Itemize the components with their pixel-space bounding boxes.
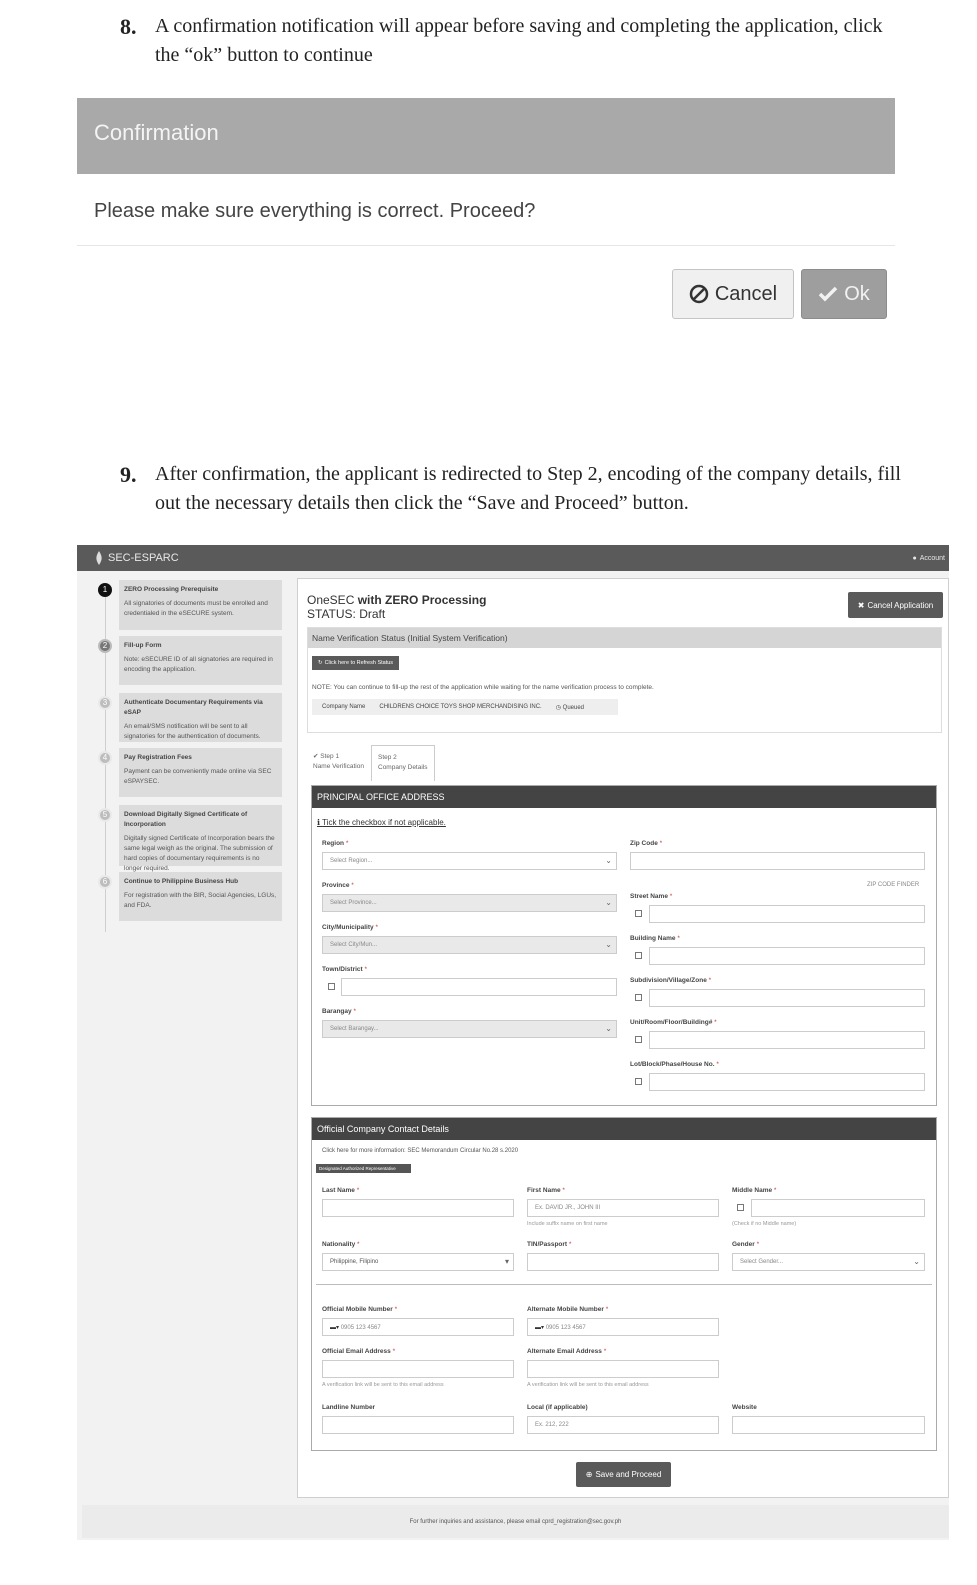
nationality-select[interactable] [322, 1253, 514, 1271]
ban-icon [689, 284, 709, 304]
middle-name-checkbox[interactable] [737, 1204, 744, 1211]
section-header: PRINCIPAL OFFICE ADDRESS [312, 786, 936, 808]
mobile-number-input[interactable] [322, 1318, 514, 1336]
region-placeholder: Select Region... [330, 858, 373, 864]
name-verification-panel [307, 627, 942, 733]
status-text: STATUS: Draft [307, 607, 386, 621]
flame-logo-icon [95, 551, 103, 565]
building-checkbox[interactable] [635, 952, 642, 959]
subdivision-input[interactable] [649, 989, 925, 1007]
section-header: Official Company Contact Details [312, 1118, 936, 1140]
chevron-down-icon: ⌄ [605, 898, 612, 907]
sidebar-step-title: Continue to Philippine Business Hub [124, 878, 239, 885]
sidebar-step-desc: Payment can be conveniently made online via SEC eSPAYSEC. [124, 768, 272, 785]
middle-name-input[interactable] [751, 1199, 925, 1217]
building-name-input[interactable] [649, 947, 925, 965]
cancel-application-label: Cancel Application [867, 600, 934, 610]
ph-flag-icon: ▬▾ [535, 1325, 545, 1331]
first-name-hint: Include suffix name on first name [527, 1221, 608, 1227]
check-icon: ✔ [313, 753, 319, 760]
website-input[interactable] [732, 1416, 925, 1434]
cancel-label: Cancel [714, 282, 778, 305]
mobile-label: Official Mobile Number * [322, 1306, 398, 1313]
local-label: Local (if applicable) [527, 1404, 588, 1411]
unit-input[interactable] [649, 1031, 925, 1049]
town-checkbox[interactable] [328, 983, 335, 990]
city-label: City/Municipality * [322, 924, 378, 931]
gender-placeholder: Select Gender... [740, 1259, 784, 1265]
tab-line2: Name Verification [313, 763, 364, 770]
local-placeholder: Ex. 212, 222 [535, 1422, 569, 1428]
tab-line1: Step 2 [378, 754, 397, 761]
chevron-down-icon: ⌄ [605, 1024, 612, 1033]
save-icon: ⊕ [585, 1470, 593, 1479]
page-title [307, 593, 486, 607]
alt-email-hint: A verification link will be sent to this email address [527, 1382, 649, 1388]
title-rest: ZERO Processing [385, 593, 487, 607]
local-input[interactable] [527, 1416, 719, 1434]
first-name-input[interactable] [527, 1199, 719, 1217]
step-9-instruction [120, 460, 910, 518]
step-marker-icon: 1 [98, 583, 112, 597]
subdivision-checkbox[interactable] [635, 994, 642, 1001]
title-prefix: OneSEC [307, 593, 355, 607]
street-label: Street Name * [630, 893, 673, 900]
sidebar-step-3 [119, 693, 282, 742]
refresh-status-button[interactable] [312, 656, 399, 670]
province-select[interactable] [322, 894, 617, 912]
dialog-message: Please make sure everything is correct. Proceed? [77, 174, 895, 246]
step-marker-icon: 3 [98, 696, 112, 710]
step-8-instruction [120, 12, 910, 70]
divider [316, 1284, 932, 1285]
lot-checkbox[interactable] [635, 1078, 642, 1085]
email-input[interactable] [322, 1360, 514, 1378]
check-icon [818, 285, 838, 303]
town-district-input[interactable] [341, 978, 617, 996]
name-verification-header: Name Verification Status (Initial System Verification) [308, 628, 941, 648]
step-number: 9. [120, 462, 137, 487]
chevron-down-icon: ⌄ [605, 856, 612, 865]
zip-code-finder-link[interactable]: ZIP CODE FINDER [867, 882, 920, 888]
cancel-button[interactable] [672, 269, 794, 319]
step-text: After confirmation, the applicant is redirected to Step 2, encoding of the company details, fill out the necessary details then click the “Save and Proceed” button. [155, 463, 901, 514]
sidebar-step-title: Fill-up Form [124, 642, 162, 649]
company-name-label: Company Name [322, 704, 366, 710]
unit-checkbox[interactable] [635, 1036, 642, 1043]
refresh-label: Click here to Refresh Status [324, 660, 394, 666]
ok-button[interactable] [801, 269, 887, 319]
sidebar-step-1 [119, 580, 282, 630]
landline-label: Landline Number [322, 1404, 376, 1411]
landline-input[interactable] [322, 1416, 514, 1434]
title-with: with [357, 593, 382, 607]
barangay-label: Barangay * [322, 1008, 356, 1015]
step-marker-icon: 5 [98, 808, 112, 822]
sidebar-step-6 [119, 872, 282, 921]
lot-label: Lot/Block/Phase/House No. * [630, 1061, 719, 1068]
chevron-down-icon: ▾ [504, 1257, 509, 1266]
name-verification-note: NOTE: You can continue to fill-up the rest of the application while waiting for the name verification process to complete. [312, 684, 654, 691]
sidebar-step-title: Authenticate Documentary Requirements via eSAP [124, 699, 263, 716]
brand-name: SEC-ESPARC [108, 552, 179, 564]
sidebar-step-4 [119, 748, 282, 797]
user-icon: ● [912, 554, 917, 562]
account-menu[interactable] [912, 555, 945, 562]
gender-label: Gender * [732, 1241, 760, 1248]
alt-email-input[interactable] [527, 1360, 719, 1378]
refresh-icon: ↻ [317, 660, 323, 666]
email-label: Official Email Address * [322, 1348, 396, 1355]
sidebar-step-desc: Note: eSECURE ID of all signatories are required in encoding the application. [124, 656, 273, 673]
city-select[interactable] [322, 936, 617, 954]
brand [95, 551, 179, 565]
sidebar-step-desc: Digitally signed Certificate of Incorporation bears the same legal weigh as the original. The submission of hard copies of documentary requirements is no longer required. [124, 835, 275, 872]
tick-note [317, 818, 446, 827]
application-screenshot [77, 545, 949, 1540]
last-name-input[interactable] [322, 1199, 514, 1217]
sidebar-step-title: Pay Registration Fees [124, 754, 192, 761]
save-label: Save and Proceed [595, 1470, 662, 1479]
save-and-proceed-button[interactable] [576, 1462, 671, 1487]
first-name-label: First Name * [527, 1187, 565, 1194]
city-placeholder: Select City/Mun... [330, 942, 378, 948]
street-checkbox[interactable] [635, 910, 642, 917]
nationality-label: Nationality * [322, 1241, 360, 1248]
tab-line1: Step 1 [320, 753, 340, 760]
alt-mobile-placeholder: 0905 123 4567 [545, 1325, 586, 1331]
footer: For further inquiries and assistance, please email cprd_registration@sec.gov.ph [82, 1505, 949, 1538]
alt-mobile-label: Alternate Mobile Number * [527, 1306, 609, 1313]
tab-line2: Company Details [378, 764, 428, 771]
alt-mobile-number-input[interactable] [527, 1318, 719, 1336]
step-text: A confirmation notification will appear before saving and completing the application, click the “ok” button to continue [155, 15, 883, 66]
province-placeholder: Select Province... [330, 900, 377, 906]
sidebar-step-title: Download Digitally Signed Certificate of Incorporation [124, 811, 248, 828]
last-name-label: Last Name * [322, 1187, 360, 1194]
subdivision-label: Subdivision/Village/Zone * [630, 977, 712, 984]
tab-step-1[interactable] [307, 745, 371, 781]
region-select[interactable] [322, 852, 617, 870]
mobile-placeholder: 0905 123 4567 [340, 1325, 381, 1331]
barangay-placeholder: Select Barangay... [330, 1026, 379, 1032]
sidebar-step-desc: An email/SMS notification will be sent to all signatories for the authentication of documents. [124, 723, 261, 740]
step-marker-icon: 6 [98, 875, 112, 889]
gender-select[interactable] [732, 1253, 925, 1271]
company-name-row [312, 699, 618, 715]
chevron-down-icon: ⌄ [605, 940, 612, 949]
sidebar-step-2 [119, 636, 282, 685]
main-panel [297, 578, 949, 1498]
step-marker-icon: 4 [98, 751, 112, 765]
contact-details-section [311, 1117, 937, 1451]
close-icon: ✖ [857, 600, 865, 610]
unit-label: Unit/Room/Floor/Building# * [630, 1019, 717, 1026]
clock-icon: ◷ [555, 704, 561, 711]
zip-label: Zip Code * [630, 840, 663, 847]
province-label: Province * [322, 882, 354, 889]
email-hint: A verification link will be sent to this email address [322, 1382, 444, 1388]
sidebar-step-desc: For registration with the BIR, Social Agencies, LGUs, and FDA. [124, 892, 277, 909]
region-label: Region * [322, 840, 349, 847]
queued-label: Queued [562, 704, 585, 711]
sidebar-step-desc: All signatories of documents must be enrolled and credentialed in the eSECURE system. [124, 600, 268, 617]
company-name-value: CHILDRENS CHOICE TOYS SHOP MERCHANDISING INC. [379, 704, 542, 710]
tin-label: TIN/Passport * [527, 1241, 572, 1248]
sidebar-step-5 [119, 805, 282, 872]
step-number: 8. [120, 14, 137, 39]
principal-office-section [311, 785, 937, 1106]
zip-code-input[interactable] [630, 852, 925, 870]
nationality-value: Philippine, Filipino [330, 1259, 379, 1265]
step-marker-icon: 2 [98, 639, 112, 653]
queued-badge [556, 704, 584, 711]
cancel-application-button[interactable] [848, 592, 943, 618]
building-label: Building Name * [630, 935, 680, 942]
info-icon: ℹ [317, 818, 321, 827]
ph-flag-icon: ▬▾ [330, 1325, 340, 1331]
confirmation-dialog [77, 98, 895, 338]
town-label: Town/District * [322, 966, 368, 973]
tin-passport-input[interactable] [527, 1253, 719, 1271]
first-name-placeholder: Ex. DAVID JR., JOHN III [535, 1205, 601, 1211]
ok-label: Ok [844, 282, 870, 305]
tab-step-2[interactable] [371, 745, 435, 781]
lot-input[interactable] [649, 1073, 925, 1091]
street-name-input[interactable] [649, 905, 925, 923]
middle-name-hint: (Check if no Middle name) [732, 1221, 797, 1227]
tick-note-text: Tick the checkbox if not applicable. [322, 818, 446, 827]
top-bar [77, 545, 949, 571]
step-tabs [307, 745, 435, 781]
chevron-down-icon: ⌄ [913, 1257, 920, 1266]
middle-name-label: Middle Name * [732, 1187, 777, 1194]
designated-rep-badge: Designated Authorized Representative [316, 1164, 411, 1173]
sidebar-step-title: ZERO Processing Prerequisite [124, 586, 219, 593]
website-label: Website [732, 1404, 757, 1411]
barangay-select[interactable] [322, 1020, 617, 1038]
dialog-title: Confirmation [77, 98, 895, 174]
account-label: Account [919, 554, 945, 562]
alt-email-label: Alternate Email Address * [527, 1348, 607, 1355]
memorandum-info[interactable]: Click here for more information: SEC Memorandum Circular No.28 s.2020 [322, 1148, 519, 1154]
